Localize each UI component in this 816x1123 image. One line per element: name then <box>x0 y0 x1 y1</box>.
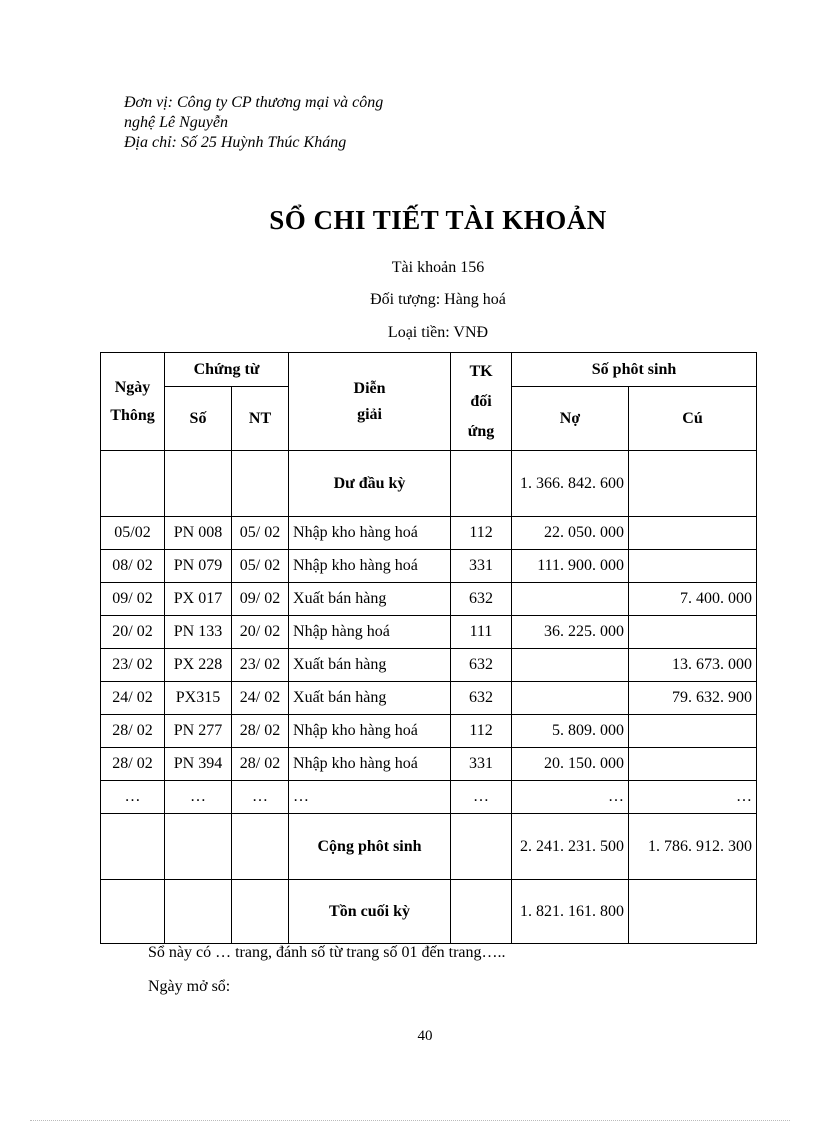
row-voucher-no: PN 277 <box>165 715 232 748</box>
row-voucher-date: 23/ 02 <box>232 649 289 682</box>
row-voucher-no: PN 079 <box>165 550 232 583</box>
row-voucher-date: 24/ 02 <box>232 682 289 715</box>
document-header <box>124 93 383 153</box>
table-row <box>101 616 757 649</box>
row-debit: 36. 225. 000 <box>512 616 629 649</box>
total-row <box>101 814 757 880</box>
total-credit: 1. 786. 912. 300 <box>629 814 757 880</box>
row-account: 632 <box>451 649 512 682</box>
account-line: Tài khoản 156 <box>391 259 485 276</box>
currency-line: Loại tiền: VNĐ <box>387 324 489 341</box>
row-date: 28/ 02 <box>101 715 165 748</box>
row-account: 111 <box>451 616 512 649</box>
total-debit: 2. 241. 231. 500 <box>512 814 629 880</box>
table-row <box>101 517 757 550</box>
row-voucher-date: … <box>232 781 289 814</box>
row-debit: 20. 150. 000 <box>512 748 629 781</box>
row-date: 20/ 02 <box>101 616 165 649</box>
row-date: 23/ 02 <box>101 649 165 682</box>
row-date: 09/ 02 <box>101 583 165 616</box>
row-account: 112 <box>451 517 512 550</box>
opening-balance-row <box>101 451 757 517</box>
row-debit: 22. 050. 000 <box>512 517 629 550</box>
page-number: 40 <box>417 1028 433 1044</box>
row-debit <box>512 649 629 682</box>
row-date: 05/02 <box>101 517 165 550</box>
open-date-line: Ngày mở sổ: <box>148 978 231 995</box>
row-debit: 5. 809. 000 <box>512 715 629 748</box>
row-description: … <box>289 781 451 814</box>
header-arising: Số phôt sinh <box>512 353 757 387</box>
row-credit <box>629 550 757 583</box>
pages-note: Sổ này có … trang, đánh số từ trang số 01 đến trang….. <box>148 944 506 961</box>
row-debit <box>512 682 629 715</box>
row-credit <box>629 517 757 550</box>
row-date: 28/ 02 <box>101 748 165 781</box>
row-credit: 7. 400. 000 <box>629 583 757 616</box>
row-voucher-date: 28/ 02 <box>232 748 289 781</box>
header-debit: Nợ <box>512 387 629 451</box>
row-credit <box>629 748 757 781</box>
header-voucher-date: NT <box>232 387 289 451</box>
row-account: 331 <box>451 748 512 781</box>
row-voucher-date: 05/ 02 <box>232 517 289 550</box>
row-description: Nhập kho hàng hoá <box>289 748 451 781</box>
table-row <box>101 583 757 616</box>
row-account: … <box>451 781 512 814</box>
address-line: Địa chỉ: Số 25 Huỳnh Thúc Kháng <box>124 134 347 151</box>
row-voucher-date: 28/ 02 <box>232 715 289 748</box>
table-row <box>101 748 757 781</box>
header-voucher: Chứng từ <box>165 353 289 387</box>
row-description: Nhập hàng hoá <box>289 616 451 649</box>
row-voucher-no: PN 133 <box>165 616 232 649</box>
row-credit: 79. 632. 900 <box>629 682 757 715</box>
row-account: 632 <box>451 583 512 616</box>
row-credit: … <box>629 781 757 814</box>
row-voucher-date: 05/ 02 <box>232 550 289 583</box>
header-desc-cell: Diễn giải <box>289 353 451 451</box>
row-voucher-no: … <box>165 781 232 814</box>
ledger-table <box>100 352 757 944</box>
row-description: Nhập kho hàng hoá <box>289 715 451 748</box>
table-row <box>101 550 757 583</box>
opening-label: Dư đầu kỳ <box>289 451 451 517</box>
closing-balance-row <box>101 880 757 944</box>
table-header-row <box>101 353 757 387</box>
row-account: 632 <box>451 682 512 715</box>
row-voucher-date: 09/ 02 <box>232 583 289 616</box>
row-voucher-no: PX315 <box>165 682 232 715</box>
row-description: Xuất bán hàng <box>289 682 451 715</box>
row-account: 112 <box>451 715 512 748</box>
page-title: SỔ CHI TIẾT TÀI KHOẢN <box>269 205 607 235</box>
row-voucher-no: PN 394 <box>165 748 232 781</box>
header-credit: Cú <box>629 387 757 451</box>
row-voucher-no: PN 008 <box>165 517 232 550</box>
row-description: Nhập kho hàng hoá <box>289 550 451 583</box>
row-debit <box>512 583 629 616</box>
row-credit <box>629 715 757 748</box>
row-description: Xuất bán hàng <box>289 649 451 682</box>
row-description: Xuất bán hàng <box>289 583 451 616</box>
row-debit: … <box>512 781 629 814</box>
row-account: 331 <box>451 550 512 583</box>
row-date: … <box>101 781 165 814</box>
page-bottom-rule <box>30 1120 790 1121</box>
unit-line-1: Đơn vị: Công ty CP thương mại và công <box>124 94 384 111</box>
header-voucher-no: Số <box>165 387 232 451</box>
table-row <box>101 715 757 748</box>
closing-debit: 1. 821. 161. 800 <box>512 880 629 944</box>
row-debit: 111. 900. 000 <box>512 550 629 583</box>
ledger-rows <box>101 517 757 814</box>
table-row <box>101 781 757 814</box>
header-acct-cell: TK đối ứng <box>451 353 512 451</box>
opening-debit: 1. 366. 842. 600 <box>512 451 629 517</box>
row-date: 08/ 02 <box>101 550 165 583</box>
object-line: Đối tượng: Hàng hoá <box>370 291 506 308</box>
row-voucher-date: 20/ 02 <box>232 616 289 649</box>
row-credit: 13. 673. 000 <box>629 649 757 682</box>
row-voucher-no: PX 017 <box>165 583 232 616</box>
row-voucher-no: PX 228 <box>165 649 232 682</box>
unit-line-2: nghệ Lê Nguyễn <box>124 114 228 131</box>
row-description: Nhập kho hàng hoá <box>289 517 451 550</box>
closing-label: Tồn cuối kỳ <box>289 880 451 944</box>
total-label: Cộng phôt sinh <box>289 814 451 880</box>
row-date: 24/ 02 <box>101 682 165 715</box>
table-row <box>101 649 757 682</box>
table-row <box>101 682 757 715</box>
row-credit <box>629 616 757 649</box>
header-date-cell: Ngày Thông <box>101 353 165 451</box>
